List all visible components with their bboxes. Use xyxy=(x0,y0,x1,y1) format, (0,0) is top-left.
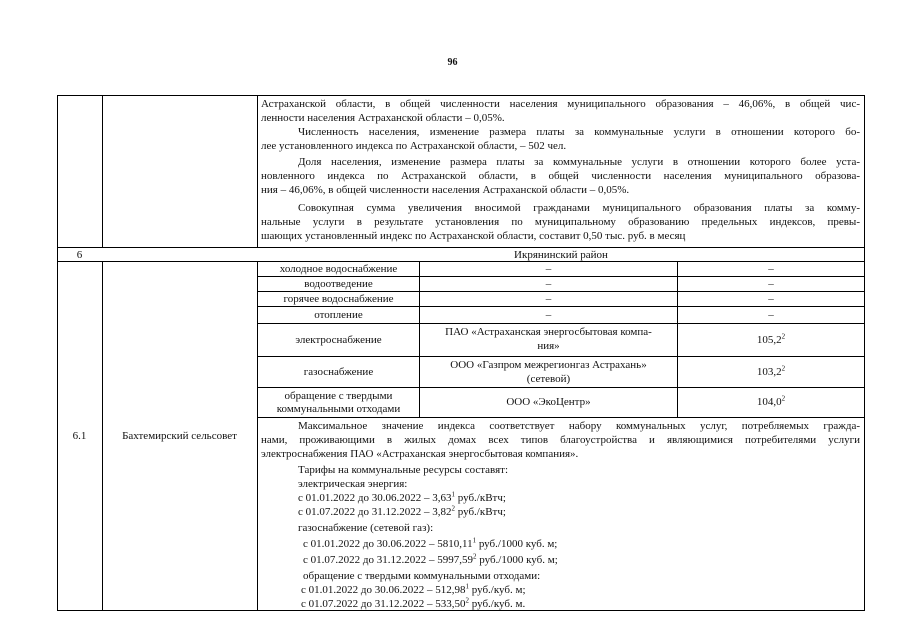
col-divider-2-top xyxy=(257,95,258,247)
tariff-unit: руб./куб. м; xyxy=(468,584,526,596)
page-number: 96 xyxy=(447,57,458,68)
tariff-unit: руб./1000 куб. м; xyxy=(476,538,558,550)
footnote-mark: 2 xyxy=(465,596,469,605)
service-index xyxy=(678,333,864,347)
tariff-item xyxy=(298,505,506,519)
top-text-line: Астраханской области, в общей численности населения муниципального образования – 46,06%, в общей чис- xyxy=(261,98,860,110)
service-name: коммунальными отходами xyxy=(276,403,401,415)
service-name: водоотведение xyxy=(304,278,373,290)
service-name: газоснабжение xyxy=(303,366,374,378)
service-provider: ООО «Газпром межрегионгаз Астрахань» xyxy=(450,359,647,371)
top-text-line: Численность населения, изменение размера платы за коммунальные услуги в отношении которого бо- xyxy=(298,126,860,138)
tariff-text: с 01.07.2022 до 31.12.2022 – 533,50 xyxy=(301,598,466,610)
tariff-unit: руб./кВтч; xyxy=(454,506,506,518)
top-text-line: Совокупная сумма увеличения вносимой гражданами муниципального образования платы за комму- xyxy=(298,202,860,214)
service-provider: – xyxy=(545,309,552,321)
service-index-value: 105,2 xyxy=(756,334,782,346)
service-provider: – xyxy=(545,278,552,290)
tariff-item xyxy=(303,537,557,551)
footnote-mark: 2 xyxy=(781,394,786,403)
service-index-value: 104,0 xyxy=(756,396,782,408)
svc-row-line xyxy=(257,306,865,307)
service-provider: – xyxy=(545,293,552,305)
service-name: холодное водоснабжение xyxy=(279,263,398,275)
bottom-text-line: Максимальное значение индекса соответствует набору коммунальных услуг, потребляемых гражда- xyxy=(298,420,860,432)
tariff-text: с 01.01.2022 до 30.06.2022 – 3,63 xyxy=(298,492,452,504)
tariff-unit: руб./куб. м. xyxy=(468,598,526,610)
top-text-line: нальные услуги в результате установления по муниципальному образованию предельных индексов, превы- xyxy=(261,216,860,228)
top-text-line: шающих установленный индекс по Астраханской области, составит 0,50 тыс. руб. в месяц xyxy=(261,230,686,242)
footnote-mark: 1 xyxy=(451,490,455,499)
col-divider-1-top xyxy=(102,95,103,247)
service-provider: (сетевой) xyxy=(526,373,571,385)
table-left-border xyxy=(57,95,58,611)
footnote-mark: 1 xyxy=(472,536,477,545)
service-index xyxy=(678,365,864,379)
table-top-border xyxy=(57,95,865,96)
row-name: Бахтемирский сельсовет xyxy=(122,430,237,442)
section-number: 6 xyxy=(76,249,83,261)
section-title: Икрянинский район xyxy=(514,249,608,261)
tariffs-title: Тарифы на коммунальные ресурсы составят: xyxy=(298,464,509,476)
row-number: 6.1 xyxy=(72,430,87,442)
service-provider: – xyxy=(545,263,552,275)
top-text-line: ленности населения Астраханской области – 0,05%. xyxy=(261,112,505,124)
tariff-item xyxy=(301,583,526,597)
tariff-group-title: газоснабжение (сетевой газ): xyxy=(298,522,434,534)
tariff-item xyxy=(303,553,558,567)
tariff-text: с 01.07.2022 до 31.12.2022 – 5997,59 xyxy=(303,554,473,566)
top-text-line: ния – 46,06%, в общей численности населения Астраханской области – 0,05%. xyxy=(261,184,630,196)
tariff-unit: руб./1000 куб. м; xyxy=(476,554,558,566)
service-name: горячее водоснабжение xyxy=(283,293,394,305)
service-name: электроснабжение xyxy=(295,334,382,346)
svc-row-line xyxy=(257,417,865,418)
tariff-item xyxy=(298,491,506,505)
service-index: – xyxy=(768,278,774,290)
tariff-text: с 01.01.2022 до 30.06.2022 – 512,98 xyxy=(301,584,466,596)
service-index: – xyxy=(768,263,774,275)
service-index-value: 103,2 xyxy=(756,366,782,378)
service-index xyxy=(678,395,864,409)
service-provider: ния» xyxy=(537,340,560,352)
tariff-group-title: электрическая энергия: xyxy=(298,478,408,490)
footnote-mark: 2 xyxy=(451,504,455,513)
tariff-group-title: обращение с твердыми коммунальными отходами: xyxy=(303,570,541,582)
bottom-text-line: нами, проживающими в жилых домах всех типов благоустройства и являющимися потребителями услуги xyxy=(261,434,860,446)
table-right-border xyxy=(864,95,865,611)
tariff-text: с 01.01.2022 до 30.06.2022 – 5810,11 xyxy=(303,538,473,550)
top-text-line: лее установленного индекса по Астраханской области, – 502 чел. xyxy=(261,140,567,152)
svc-row-line xyxy=(257,387,865,388)
svc-row-line xyxy=(257,323,865,324)
top-text-line: Доля населения, изменение размера платы за коммунальные услуги в отношении которого более уста- xyxy=(298,156,860,168)
service-index: – xyxy=(768,309,774,321)
footnote-mark: 2 xyxy=(781,332,786,341)
service-index: – xyxy=(768,293,774,305)
bottom-text-line: электроснабжения ПАО «Астраханская энергосбытовая компания». xyxy=(261,448,579,460)
service-name: обращение с твердыми xyxy=(284,390,393,402)
top-text-line: новленного индекса по Астраханской области, в общей численности населения муниципального образова- xyxy=(261,170,860,182)
svc-row-line xyxy=(257,356,865,357)
service-provider: ПАО «Астраханская энергосбытовая компа- xyxy=(445,326,652,338)
footnote-mark: 1 xyxy=(465,582,469,591)
footnote-mark: 2 xyxy=(472,552,477,561)
tariff-item xyxy=(301,597,525,611)
footnote-mark: 2 xyxy=(781,364,786,373)
service-name: отопление xyxy=(314,309,363,321)
tariff-text: с 01.07.2022 до 31.12.2022 – 3,82 xyxy=(298,506,452,518)
service-provider: ООО «ЭкоЦентр» xyxy=(506,396,591,408)
tariff-unit: руб./кВтч; xyxy=(454,492,506,504)
